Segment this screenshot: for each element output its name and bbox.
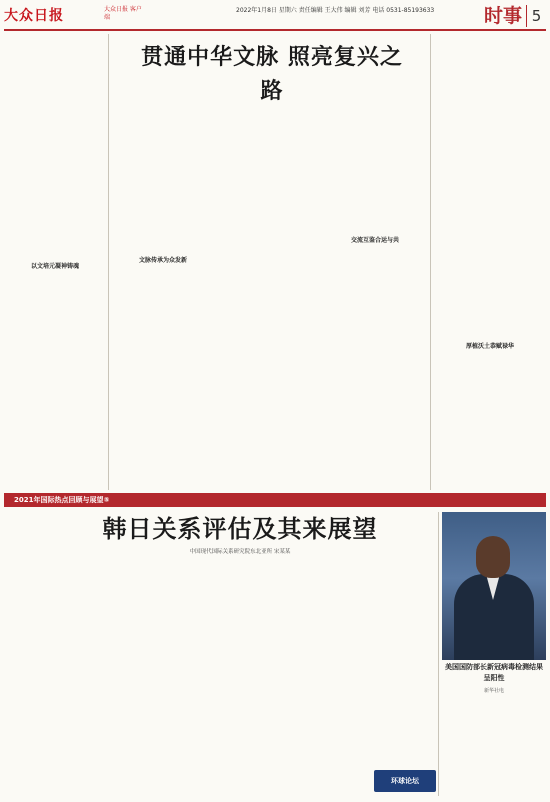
newspaper-logo: 大众日报 — [4, 8, 64, 24]
photo-figure-head — [476, 536, 510, 578]
logo-subtitle: 大众日报 客户端 — [104, 6, 142, 21]
section-subhead: 交流互鉴合运与共 — [350, 237, 399, 244]
section-subhead: 厚植沃土恭赋禄华 — [465, 343, 514, 350]
photo-story-text — [442, 698, 546, 796]
dateline: 2022年1月8日 星期六 责任编辑 王大伟 编辑 刘芳 电话 0531-85193633 — [236, 7, 435, 14]
news-photo — [442, 512, 546, 660]
photo-credit: 新华社电 — [483, 688, 504, 694]
photo-caption: 美国国防部长新冠病毒检测结果呈阳性 — [445, 663, 543, 682]
section-subhead: 文脉传承为众发新 — [138, 257, 187, 264]
bottom-story-headline: 韩日关系评估及其来展望 — [102, 514, 378, 543]
bottom-col-2 — [112, 560, 216, 796]
page-number: 5 — [526, 5, 546, 27]
column-rule — [430, 34, 431, 490]
top-col-4 — [324, 34, 426, 490]
top-left-column — [4, 34, 106, 490]
section-title: 时事 — [483, 5, 522, 27]
bottom-col-4 — [328, 560, 434, 766]
masthead — [4, 3, 546, 31]
top-col-2 — [112, 80, 214, 490]
bottom-story-byline: 中国现代国际关系研究院东北亚所 宋某某 — [189, 549, 291, 555]
feature-banner — [4, 493, 546, 507]
column-stamp: 环球论坛 — [374, 770, 436, 792]
top-story-headline: 贯通中华文脉 照亮复兴之路 — [141, 44, 403, 104]
top-right-column — [434, 34, 546, 490]
top-col-3 — [218, 80, 320, 490]
banner-label: 2021年国际热点回顾与展望⑤ — [14, 496, 110, 504]
column-rule — [108, 34, 109, 490]
bottom-col-1 — [4, 560, 108, 796]
section-subhead: 以文培元凝神铸魂 — [30, 263, 79, 270]
column-rule — [438, 512, 439, 796]
bottom-col-3 — [220, 560, 324, 796]
